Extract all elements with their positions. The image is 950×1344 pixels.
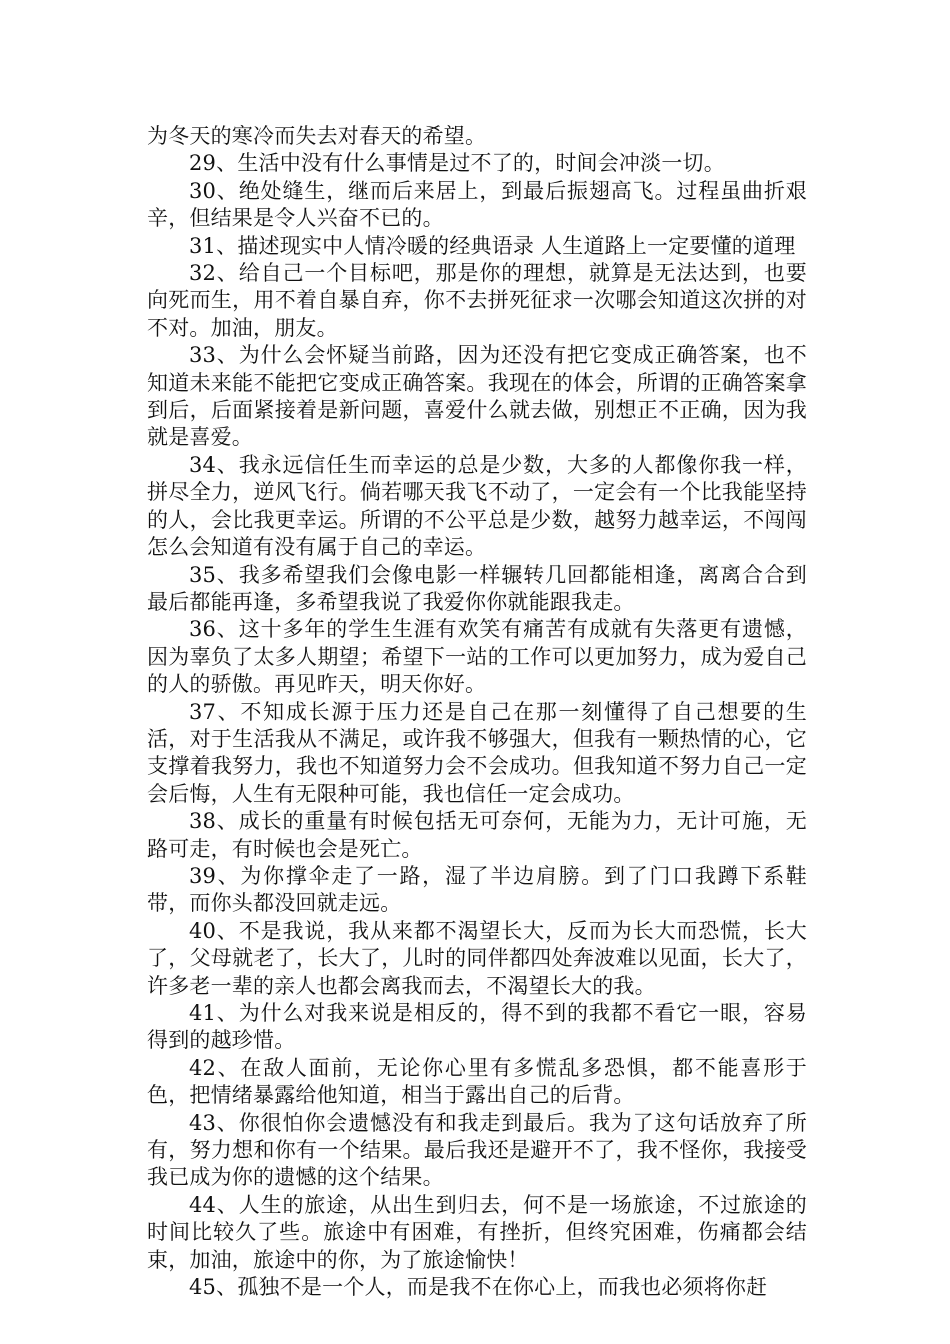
paragraph-45: 45、孤独不是一个人，而是我不在你心上，而我也必须将你赶 <box>189 1275 768 1300</box>
paragraph-32: 32、给自己一个目标吧，那是你的理想，就算是无法达到，也要向死而生，用不着自暴自弃，你不去拼死征求一次哪会知道这次拼的对不对。加油，朋友。 <box>147 261 807 340</box>
paragraph-30: 30、绝处缝生，继而后来居上，到最后振翅高飞。过程虽曲折艰辛，但结果是令人兴奋不已的。 <box>147 178 807 231</box>
paragraph-29: 29、生活中没有什么事情是过不了的，时间会冲淡一切。 <box>189 151 725 176</box>
paragraph-42: 42、在敌人面前，无论你心里有多慌乱多恐惧，都不能喜形于色，把情绪暴露给他知道，相当于露出自己的后背。 <box>147 1055 807 1108</box>
paragraph-continuation: 为冬天的寒冷而失去对春天的希望。 <box>147 124 487 148</box>
paragraph-40: 40、不是我说，我从来都不渴望长大，反而为长大而恐慌，长大了，父母就老了，长大了，儿时的同伴都四处奔波难以见面，长大了，许多老一辈的亲人也都会离我而去，不渴望长大的我。 <box>147 918 807 998</box>
paragraph-41: 41、为什么对我来说是相反的，得不到的我都不看它一眼，容易得到的越珍惜。 <box>147 1001 807 1053</box>
paragraph-33: 33、为什么会怀疑当前路，因为还没有把它变成正确答案，也不知道未来能不能把它变成正确答案。我现在的体会，所谓的正确答案拿到后，后面紧接着是新问题，喜爱什么就去做，别想正不正确，因为我就是喜爱。 <box>147 343 807 450</box>
paragraph-31: 31、描述现实中人情冷暖的经典语录 人生道路上一定要懂的道理 <box>189 233 796 258</box>
paragraph-35: 35、我多希望我们会像电影一样辗转几回都能相逢，离离合合到最后都能再逢，多希望我说了我爱你你就能跟我走。 <box>147 562 807 614</box>
paragraph-43: 43、你很怕你会遗憾没有和我走到最后。我为了这句话放弃了所有，努力想和你有一个结果。最后我还是避开不了，我不怪你，我接受 我已成为你的遗憾的这个结果。 <box>147 1110 807 1190</box>
paragraph-44: 44、人生的旅途，从出生到归去，何不是一场旅途，不过旅途的时间比较久了些。旅途中有困难，有挫折，但终究困难，伤痛都会结束，加油，旅途中的你，为了旅途愉快！ <box>147 1192 807 1272</box>
paragraph-37: 37、不知成长源于压力还是自己在那一刻懂得了自己想要的生活，对于生活我从不满足，或许我不够强大，但我有一颗热情的心，它支撑着我努力，我也不知道努力会不会成功。但我知道不努力自己一定会后悔，人生有无限种可能，我也信任一定会成功。 <box>147 699 807 806</box>
paragraph-36: 36、这十多年的学生生涯有欢笑有痛苦有成就有失落更有遗憾，因为辜负了太多人期望；希望下一站的工作可以更加努力，成为爱自己的人的骄傲。再见昨天，明天你好。 <box>147 617 807 697</box>
paragraph-34: 34、我永远信任生而幸运的总是少数，大多的人都像你我一样，拼尽全力，逆风飞行。倘若哪天我飞不动了，一定会有一个比我能坚持的人，会比我更幸运。所谓的不公平总是少数，越努力越幸运，不闯闯怎么会知道有没有属于自己的幸运。 <box>147 452 807 560</box>
document-body <box>147 123 807 1301</box>
paragraph-38: 38、成长的重量有时候包括无可奈何，无能为力，无计可施，无路可走，有时候也会是死亡。 <box>147 809 807 861</box>
paragraph-39: 39、为你撑伞走了一路，湿了半边肩膀。到了门口我蹲下系鞋带，而你头都没回就走远。 <box>147 863 807 916</box>
